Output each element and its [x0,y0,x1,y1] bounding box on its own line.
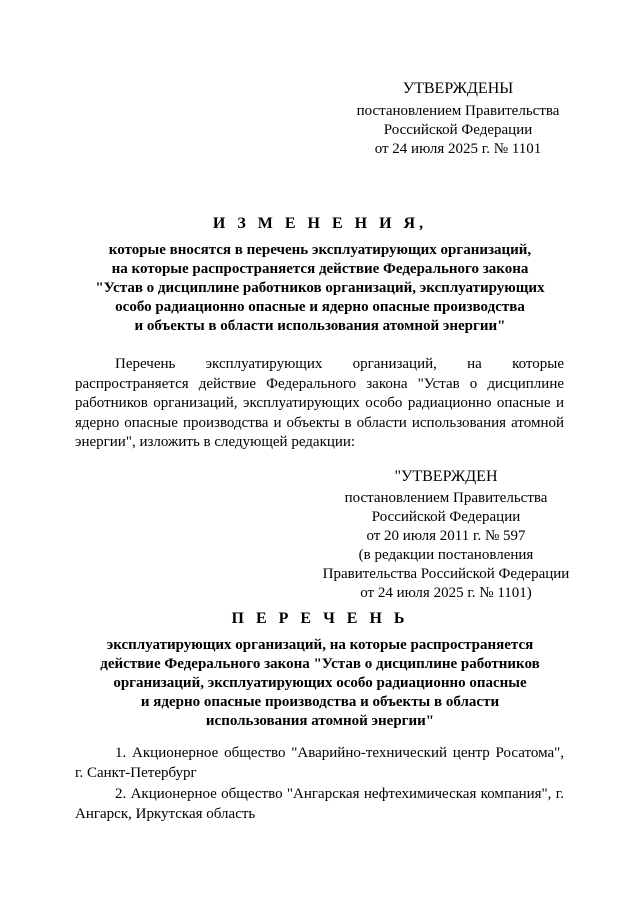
quoted-approval-line: от 20 июля 2011 г. № 597 [366,528,526,544]
approval-line: от 24 июля 2025 г. № 1101 [374,141,542,157]
list-item: 2. Акционерное общество "Ангарская нефтехимическая компания", г. Ангарск, Иркутская область [75,786,564,822]
list-subtitle-line: эксплуатирующих организаций, на которые распространяется [106,637,534,653]
list-item: 1. Акционерное общество "Аварийно-технический центр Росатома", г. Санкт-Петербург [75,745,564,781]
quoted-approval-line: Правительства Российской Федерации [322,566,570,582]
list-subtitle-line: действие Федерального закона "Устав о дисциплине работников [100,656,540,672]
list-subtitle-line: использования атомной энергии" [205,713,435,729]
changes-subtitle-line: которые вносятся в перечень эксплуатирующих организаций, [108,242,532,258]
changes-subtitle-line: на которые распространяется действие Федерального закона [111,261,529,277]
list-subtitle [60,636,580,731]
changes-subtitle-line: и объекты в области использования атомной энергии" [134,318,506,334]
body-paragraph: Перечень эксплуатирующих организаций, на которые распространяется действие Федерального закона "Устав о дисциплине работников организаций, эксплуатирующих особо радиационно опасные и ядерно опасные производства и объекты в области использования атомной энергии", изложить в следующей редакции: [75,356,564,451]
approval-title: УТВЕРЖДЕНЫ [402,80,514,97]
quoted-approval-title: "УТВЕРЖДЕН [394,468,498,485]
quoted-approval-line: (в редакции постановления [358,547,534,563]
approval-line: Российской Федерации [383,122,533,138]
list-heading: П Е Р Е Ч Е Н Ь [231,610,409,627]
changes-heading: И З М Е Н Е Н И Я, [212,215,428,232]
approval-stamp [340,78,576,159]
quoted-approval-stamp [306,466,586,603]
quoted-approval-line: от 24 июля 2025 г. № 1101) [360,585,532,601]
quoted-approval-line: Российской Федерации [371,509,521,525]
changes-subtitle-line: "Устав о дисциплине работников организаций, эксплуатирующих [95,280,545,296]
list-subtitle-line: организаций, эксплуатирующих особо радиационно опасные [113,675,527,691]
approval-line: постановлением Правительства [356,103,560,119]
changes-subtitle-line: особо радиационно опасные и ядерно опасные производства [115,299,525,315]
changes-subtitle [60,241,580,336]
list-subtitle-line: и ядерно опасные производства и объекты в области [140,694,500,710]
quoted-approval-line: постановлением Правительства [344,490,548,506]
